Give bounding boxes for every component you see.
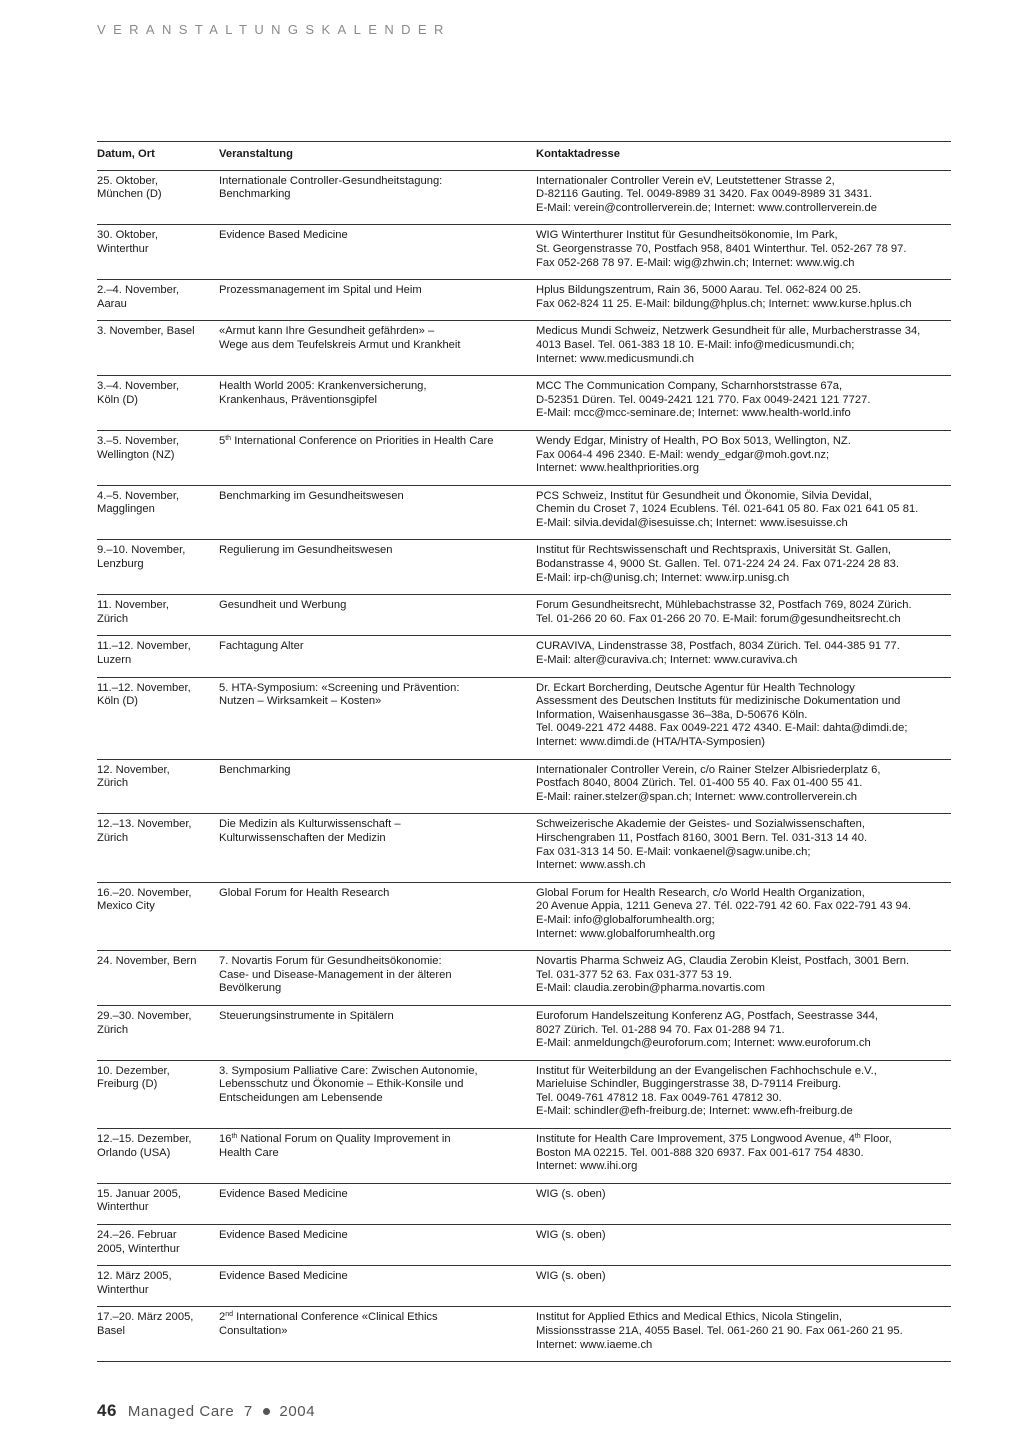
date-line: 16.–20. November, xyxy=(97,886,192,899)
contact-line: Fax 0064-4 496 2340. E-Mail: wendy_edgar@moh.govt.nz; xyxy=(536,448,830,461)
date-line: Zürich xyxy=(97,777,129,790)
contact-cell xyxy=(536,170,951,225)
contact-cell xyxy=(536,1307,951,1362)
event-line: Fachtagung Alter xyxy=(219,640,304,653)
event-line: Benchmarking xyxy=(219,188,291,201)
event-line: Evidence Based Medicine xyxy=(219,1270,348,1283)
date-cell xyxy=(97,321,219,376)
contact-cell xyxy=(536,951,951,1006)
event-cell xyxy=(219,485,536,540)
date-line: 2005, Winterthur xyxy=(97,1242,180,1255)
event-line: 3. Symposium Palliative Care: Zwischen Autonomie, xyxy=(219,1064,478,1077)
event-cell xyxy=(219,814,536,882)
date-line: Zürich xyxy=(97,1023,129,1036)
contact-cell xyxy=(536,1266,951,1307)
contact-line: Internationaler Controller Verein eV, Leutstettener Strasse 2, xyxy=(536,174,835,187)
table-row xyxy=(97,814,951,882)
event-cell xyxy=(219,636,536,677)
contact-cell xyxy=(536,882,951,950)
contact-cell xyxy=(536,595,951,636)
table-row xyxy=(97,1266,951,1307)
date-cell xyxy=(97,759,219,814)
contact-ordinal-suffix: th xyxy=(854,1133,861,1141)
contact-line: Tel. 031-377 52 63. Fax 031-377 53 19. xyxy=(536,968,732,981)
event-line: International Conference «Clinical Ethics xyxy=(236,1311,438,1324)
date-line: 24. November, Bern xyxy=(97,955,197,968)
event-ordinal: 5 xyxy=(219,434,226,447)
contact-line: Internet: www.healthpriorities.org xyxy=(536,462,699,475)
date-line: Köln (D) xyxy=(97,393,139,406)
date-cell xyxy=(97,1129,219,1184)
event-ordinal-suffix: th xyxy=(225,434,232,442)
date-line: 10. Dezember, xyxy=(97,1064,170,1077)
date-line: 3.–5. November, xyxy=(97,434,180,447)
contact-line: WIG (s. oben) xyxy=(536,1229,606,1242)
date-cell xyxy=(97,376,219,431)
date-line: 12.–15. Dezember, xyxy=(97,1133,192,1146)
contact-line: Marieluise Schindler, Buggingerstrasse 38, D-79114 Freiburg. xyxy=(536,1078,842,1091)
event-cell xyxy=(219,225,536,280)
contact-line: 8027 Zürich. Tel. 01-288 94 70. Fax 01-288 94 71. xyxy=(536,1023,785,1036)
date-line: Mexico City xyxy=(97,900,155,913)
event-line: Wege aus dem Teufelskreis Armut und Krankheit xyxy=(219,338,461,351)
date-cell xyxy=(97,1183,219,1224)
date-line: 11. November, xyxy=(97,599,169,612)
date-line: Basel xyxy=(97,1325,125,1337)
date-line: Orlando (USA) xyxy=(97,1146,171,1159)
contact-cell xyxy=(536,759,951,814)
contact-line: Wendy Edgar, Ministry of Health, PO Box 5013, Wellington, NZ. xyxy=(536,434,851,447)
table-row xyxy=(97,170,951,225)
table-row xyxy=(97,1005,951,1060)
event-cell xyxy=(219,170,536,225)
date-line: Winterthur xyxy=(97,1201,149,1214)
contact-line: Fax 062-824 11 25. E-Mail: bildung@hplus.ch; Internet: www.kurse.hplus.ch xyxy=(536,297,912,310)
contact-line: E-Mail: mcc@mcc-seminare.de; Internet: www.health-world.info xyxy=(536,407,851,420)
contact-line: Tel. 01-266 20 60. Fax 01-266 20 70. E-Mail: forum@gesundheitsrecht.ch xyxy=(536,612,901,625)
event-line: Internationale Controller-Gesundheitstagung: xyxy=(219,174,443,187)
date-line: Aarau xyxy=(97,297,127,310)
contact-line: PCS Schweiz, Institut für Gesundheit und Ökonomie, Silvia Devidal, xyxy=(536,489,872,502)
event-cell xyxy=(219,677,536,759)
contact-line: Internet: www.globalforumhealth.org xyxy=(536,927,716,940)
event-cell xyxy=(219,1129,536,1184)
contact-line: Institut für Rechtswissenschaft und Rechtspraxis, Universität St. Gallen, xyxy=(536,544,892,557)
contact-line: E-Mail: claudia.zerobin@pharma.novartis.com xyxy=(536,982,765,995)
date-cell xyxy=(97,636,219,677)
contact-line: Internet: www.medicusmundi.ch xyxy=(536,352,694,365)
date-line: Winterthur xyxy=(97,242,149,255)
date-line: Winterthur xyxy=(97,1283,149,1296)
table-row xyxy=(97,225,951,280)
column-header-contact: Kontaktadresse xyxy=(536,142,951,171)
date-cell xyxy=(97,1225,219,1266)
table-row xyxy=(97,280,951,321)
contact-line: Postfach 8040, 8004 Zürich. Tel. 01-400 55 40. Fax 01-400 55 41. xyxy=(536,777,863,790)
date-line: 24.–26. Februar xyxy=(97,1229,177,1242)
event-line: Steuerungsinstrumente in Spitälern xyxy=(219,1009,394,1022)
table-row xyxy=(97,321,951,376)
date-line: 12. November, xyxy=(97,763,170,776)
contact-line: E-Mail: rainer.stelzer@span.ch; Internet: www.controllerverein.ch xyxy=(536,790,858,803)
date-line: München (D) xyxy=(97,188,162,201)
date-line: Freiburg (D) xyxy=(97,1078,158,1091)
table-row xyxy=(97,636,951,677)
contact-cell xyxy=(536,814,951,882)
event-line: 5. HTA-Symposium: «Screening und Prävention: xyxy=(219,681,460,694)
contact-line: Dr. Eckart Borcherding, Deutsche Agentur für Health Technology xyxy=(536,681,855,694)
event-line: Regulierung im Gesundheitswesen xyxy=(219,544,393,557)
event-cell xyxy=(219,1005,536,1060)
contact-cell xyxy=(536,1005,951,1060)
date-line: 4.–5. November, xyxy=(97,489,180,502)
contact-line: Internet: www.iaeme.ch xyxy=(536,1338,653,1351)
contact-line: WIG Winterthurer Institut für Gesundheitsökonomie, Im Park, xyxy=(536,229,838,242)
contact-cell xyxy=(536,1129,951,1184)
event-ordinal: 2 xyxy=(219,1311,226,1324)
event-line: 7. Novartis Forum für Gesundheitsökonomie: xyxy=(219,955,442,968)
event-cell xyxy=(219,540,536,595)
table-row xyxy=(97,1129,951,1184)
event-cell xyxy=(219,280,536,321)
issue-number: 7 xyxy=(243,1403,253,1420)
event-line: Evidence Based Medicine xyxy=(219,1187,348,1200)
event-line: Health Care xyxy=(219,1146,279,1159)
column-header-event: Veranstaltung xyxy=(219,142,536,171)
contact-line: St. Georgenstrasse 70, Postfach 958, 8401 Winterthur. Tel. 052-267 78 97. xyxy=(536,242,907,255)
contact-line: Bodanstrasse 4, 9000 St. Gallen. Tel. 071-224 24 24. Fax 071-224 28 83. xyxy=(536,558,900,571)
event-line: Krankenhaus, Präventionsgipfel xyxy=(219,393,377,406)
event-line: Bevölkerung xyxy=(219,982,282,995)
contact-line: D-82116 Gauting. Tel. 0049-8989 31 3420. Fax 0049-8989 31 3431. xyxy=(536,188,873,201)
table-row xyxy=(97,430,951,485)
date-cell xyxy=(97,814,219,882)
table-row xyxy=(97,759,951,814)
bullet-icon xyxy=(263,1408,270,1415)
event-line: Case- und Disease-Management in der älteren xyxy=(219,968,452,981)
contact-cell xyxy=(536,376,951,431)
event-cell xyxy=(219,1060,536,1128)
date-line: 2.–4. November, xyxy=(97,284,180,297)
contact-line: Internationaler Controller Verein, c/o Rainer Stelzer Albisriederplatz 6, xyxy=(536,763,881,776)
date-line: 11.–12. November, xyxy=(97,640,191,653)
contact-line: Institut for Applied Ethics and Medical Ethics, Nicola Stingelin, xyxy=(536,1311,842,1324)
contact-line: E-Mail: info@globalforumhealth.org; xyxy=(536,913,715,926)
date-line: 3. November, Basel xyxy=(97,325,195,338)
contact-line: Euroforum Handelszeitung Konferenz AG, Postfach, Seestrasse 344, xyxy=(536,1009,879,1022)
event-cell xyxy=(219,321,536,376)
running-header: VERANSTALTUNGSKALENDER xyxy=(97,22,451,37)
event-cell xyxy=(219,759,536,814)
issue-year: 2004 xyxy=(279,1403,316,1420)
table-row xyxy=(97,540,951,595)
table-row xyxy=(97,951,951,1006)
event-cell xyxy=(219,1183,536,1224)
event-line: Gesundheit und Werbung xyxy=(219,599,347,612)
contact-cell xyxy=(536,280,951,321)
event-table xyxy=(97,141,951,1362)
date-line: 17.–20. März 2005, xyxy=(97,1311,194,1324)
event-line: Evidence Based Medicine xyxy=(219,229,348,242)
event-line: Entscheidungen am Lebensende xyxy=(219,1091,383,1104)
event-line: «Armut kann Ihre Gesundheit gefährden» – xyxy=(219,325,435,338)
contact-line: 4013 Basel. Tel. 061-383 18 10. E-Mail: info@medicusmundi.ch; xyxy=(536,338,855,351)
contact-line: Forum Gesundheitsrecht, Mühlebachstrasse 32, Postfach 769, 8024 Zürich. xyxy=(536,599,912,612)
event-cell xyxy=(219,1307,536,1362)
contact-line: Fax 052-268 78 97. E-Mail: wig@zhwin.ch; Internet: www.wig.ch xyxy=(536,256,855,269)
date-line: 3.–4. November, xyxy=(97,380,180,393)
table-row xyxy=(97,677,951,759)
date-line: Luzern xyxy=(97,654,132,667)
event-line: Consultation» xyxy=(219,1325,288,1337)
event-line: Global Forum for Health Research xyxy=(219,886,390,899)
contact-line: Novartis Pharma Schweiz AG, Claudia Zerobin Kleist, Postfach, 3001 Bern. xyxy=(536,955,910,968)
contact-line: Global Forum for Health Research, c/o World Health Organization, xyxy=(536,886,865,899)
contact-cell xyxy=(536,540,951,595)
contact-line: WIG (s. oben) xyxy=(536,1270,606,1283)
contact-cell xyxy=(536,321,951,376)
table-row xyxy=(97,1225,951,1266)
magazine-name: Managed Care xyxy=(127,1403,235,1420)
event-line: Kulturwissenschaften der Medizin xyxy=(219,831,386,844)
contact-line: Hirschengraben 11, Postfach 8160, 3001 Bern. Tel. 031-313 14 40. xyxy=(536,831,868,844)
event-calendar xyxy=(97,141,951,1362)
date-cell xyxy=(97,280,219,321)
table-row xyxy=(97,1060,951,1128)
contact-cell xyxy=(536,1060,951,1128)
contact-line: WIG (s. oben) xyxy=(536,1187,606,1200)
event-line: Evidence Based Medicine xyxy=(219,1229,348,1242)
event-cell xyxy=(219,1225,536,1266)
event-cell xyxy=(219,951,536,1006)
contact-line: Assessment des Deutschen Instituts für medizinische Dokumentation und xyxy=(536,695,901,708)
date-line: Lenzburg xyxy=(97,558,144,571)
date-cell xyxy=(97,1005,219,1060)
event-cell xyxy=(219,882,536,950)
table-header-row xyxy=(97,142,951,171)
contact-line: Chemin du Croset 7, 1024 Ecublens. Tél. 021-641 05 80. Fax 021 641 05 81. xyxy=(536,503,919,516)
contact-line: Information, Waisenhausgasse 36–38a, D-50676 Köln. xyxy=(536,708,808,721)
date-line: 9.–10. November, xyxy=(97,544,186,557)
event-line: Die Medizin als Kulturwissenschaft – xyxy=(219,818,401,831)
contact-line: Institute for Health Care Improvement, 375 Longwood Avenue, 4 xyxy=(536,1133,855,1146)
date-line: 12. März 2005, xyxy=(97,1270,172,1283)
contact-line-tail: Floor, xyxy=(860,1133,892,1146)
event-ordinal-suffix: th xyxy=(231,1133,238,1141)
contact-line: Internet: www.ihi.org xyxy=(536,1160,638,1173)
contact-line: Medicus Mundi Schweiz, Netzwerk Gesundheit für alle, Murbacherstrasse 34, xyxy=(536,325,921,338)
contact-line: Boston MA 02215. Tel. 001-888 320 6937. Fax 001-617 754 4830. xyxy=(536,1146,864,1159)
contact-cell xyxy=(536,430,951,485)
date-cell xyxy=(97,595,219,636)
date-line: 12.–13. November, xyxy=(97,818,192,831)
date-cell xyxy=(97,1060,219,1128)
table-row xyxy=(97,376,951,431)
date-line: 25. Oktober, xyxy=(97,174,158,187)
date-cell xyxy=(97,1266,219,1307)
contact-cell xyxy=(536,1225,951,1266)
contact-cell xyxy=(536,1183,951,1224)
contact-line: MCC The Communication Company, Scharnhorststrasse 67a, xyxy=(536,380,843,393)
event-cell xyxy=(219,595,536,636)
contact-line: D-52351 Düren. Tel. 0049-2421 121 770. Fax 0049-2421 121 7727. xyxy=(536,393,871,406)
contact-line: E-Mail: alter@curaviva.ch; Internet: www.curaviva.ch xyxy=(536,654,798,667)
contact-line: Tel. 0049-761 47812 18. Fax 0049-761 47812 30. xyxy=(536,1091,782,1104)
date-cell xyxy=(97,430,219,485)
contact-line: E-Mail: silvia.devidal@isesuisse.ch; Internet: www.isesuisse.ch xyxy=(536,516,848,529)
contact-cell xyxy=(536,485,951,540)
date-line: Magglingen xyxy=(97,503,155,516)
date-cell xyxy=(97,677,219,759)
event-line: Benchmarking xyxy=(219,763,291,776)
contact-cell xyxy=(536,225,951,280)
event-cell xyxy=(219,1266,536,1307)
page-number: 46 xyxy=(97,1401,118,1420)
contact-line: Internet: www.assh.ch xyxy=(536,859,646,872)
table-row xyxy=(97,595,951,636)
contact-line: Tel. 0049-221 472 4488. Fax 0049-221 472 4340. E-Mail: dahta@dimdi.de; xyxy=(536,722,908,735)
contact-line: Internet: www.dimdi.de (HTA/HTA-Symposien) xyxy=(536,736,765,748)
contact-line: E-Mail: verein@controllerverein.de; Internet: www.controllerverein.de xyxy=(536,201,877,214)
date-line: Wellington (NZ) xyxy=(97,448,175,461)
date-line: 29.–30. November, xyxy=(97,1009,192,1022)
table-row xyxy=(97,882,951,950)
date-cell xyxy=(97,170,219,225)
event-cell xyxy=(219,430,536,485)
date-line: Zürich xyxy=(97,831,129,844)
date-cell xyxy=(97,485,219,540)
contact-line: E-Mail: anmeldungch@euroforum.com; Internet: www.euroforum.ch xyxy=(536,1037,871,1050)
table-body xyxy=(97,170,951,1362)
event-line: International Conference on Priorities in Health Care xyxy=(234,434,494,447)
date-line: Köln (D) xyxy=(97,695,139,708)
event-line: National Forum on Quality Improvement in xyxy=(240,1133,451,1146)
event-line: Prozessmanagement im Spital und Heim xyxy=(219,284,422,297)
event-cell xyxy=(219,376,536,431)
column-header-date: Datum, Ort xyxy=(97,142,219,171)
event-line: Lebensschutz und Ökonomie – Ethik-Konsile und xyxy=(219,1078,464,1091)
date-line: 15. Januar 2005, xyxy=(97,1187,181,1200)
table-row xyxy=(97,1307,951,1362)
contact-line: CURAVIVA, Lindenstrasse 38, Postfach, 8034 Zürich. Tel. 044-385 91 77. xyxy=(536,640,900,653)
date-line: 30. Oktober, xyxy=(97,229,158,242)
date-cell xyxy=(97,225,219,280)
contact-line: Institut für Weiterbildung an der Evangelischen Fachhochschule e.V., xyxy=(536,1064,877,1077)
contact-line: Missionsstrasse 21A, 4055 Basel. Tel. 061-260 21 90. Fax 061-260 21 95. xyxy=(536,1325,903,1337)
event-line: Benchmarking im Gesundheitswesen xyxy=(219,489,404,502)
contact-cell xyxy=(536,677,951,759)
table-row xyxy=(97,1183,951,1224)
event-line: Nutzen – Wirksamkeit – Kosten» xyxy=(219,695,382,708)
page-footer xyxy=(97,1401,315,1421)
contact-line: Fax 031-313 14 50. E-Mail: vonkaenel@sagw.unibe.ch; xyxy=(536,845,811,858)
contact-line: Hplus Bildungszentrum, Rain 36, 5000 Aarau. Tel. 062-824 00 25. xyxy=(536,284,862,297)
table-row xyxy=(97,485,951,540)
event-ordinal: 16 xyxy=(219,1133,232,1146)
contact-cell xyxy=(536,636,951,677)
date-line: Zürich xyxy=(97,612,129,625)
event-ordinal-suffix: nd xyxy=(225,1311,234,1319)
date-cell xyxy=(97,951,219,1006)
contact-line: E-Mail: irp-ch@unisg.ch; Internet: www.irp.unisg.ch xyxy=(536,571,790,584)
date-line: 11.–12. November, xyxy=(97,681,191,694)
contact-line: E-Mail: schindler@efh-freiburg.de; Internet: www.efh-freiburg.de xyxy=(536,1105,853,1118)
date-cell xyxy=(97,540,219,595)
date-cell xyxy=(97,1307,219,1362)
date-cell xyxy=(97,882,219,950)
contact-line: Schweizerische Akademie der Geistes- und Sozialwissenschaften, xyxy=(536,818,865,831)
contact-line: 20 Avenue Appia, 1211 Geneva 27. Tél. 022-791 42 60. Fax 022-791 43 94. xyxy=(536,900,912,913)
event-line: Health World 2005: Krankenversicherung, xyxy=(219,380,427,393)
